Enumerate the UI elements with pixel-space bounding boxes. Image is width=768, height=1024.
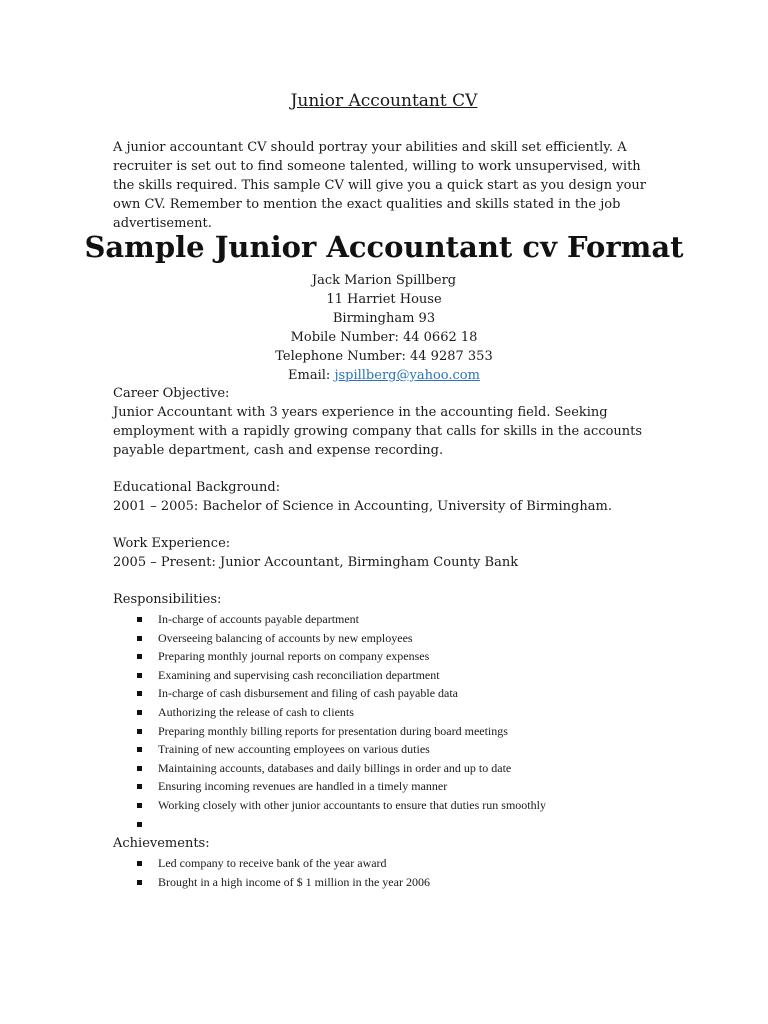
list-item-text: Preparing monthly billing reports for presentation during board meetings — [158, 723, 508, 738]
education-heading: Educational Background: — [113, 480, 281, 495]
list-item — [113, 873, 658, 892]
contact-mobile: Mobile Number: 44 0662 18 — [290, 330, 478, 345]
contact-email-line — [0, 366, 768, 385]
list-item — [113, 666, 658, 685]
contact-block — [0, 271, 768, 385]
career-objective-section — [113, 384, 658, 460]
achievements-list — [113, 854, 658, 891]
career-objective-text: Junior Accountant with 3 years experience in the accounting field. Seeking employment with a rapidly growing company that calls for skills in the accounts payable department, cash and expense recording. — [113, 405, 643, 458]
work-experience-section — [113, 534, 658, 572]
list-item-text: Overseeing balancing of accounts by new employees — [158, 630, 413, 645]
bullet-icon — [137, 691, 142, 696]
email-link[interactable]: jspillberg@yahoo.com — [334, 368, 480, 383]
bullet-icon — [137, 861, 142, 866]
achievements-heading: Achievements: — [113, 836, 210, 851]
list-item-text: Examining and supervising cash reconciliation department — [158, 667, 440, 682]
responsibilities-list — [113, 610, 658, 833]
list-item-text: Training of new accounting employees on various duties — [158, 742, 430, 757]
responsibilities-heading: Responsibilities: — [113, 592, 222, 607]
email-label: Email: — [288, 368, 335, 383]
list-item — [113, 796, 658, 815]
contact-address-line1: 11 Harriet House — [326, 292, 442, 307]
list-item — [113, 854, 658, 873]
bullet-icon — [137, 766, 142, 771]
list-item — [113, 703, 658, 722]
list-item — [113, 815, 658, 834]
list-item-text: Led company to receive bank of the year award — [158, 856, 387, 870]
list-item-text: In-charge of accounts payable department — [158, 612, 360, 626]
work-heading: Work Experience: — [113, 536, 231, 551]
list-item — [113, 777, 658, 796]
list-item — [113, 647, 658, 666]
list-item — [113, 740, 658, 759]
document-title: Junior Accountant CV — [290, 91, 478, 111]
list-item-text: Authorizing the release of cash to clients — [158, 704, 354, 719]
contact-name: Jack Marion Spillberg — [311, 273, 457, 288]
list-item-text: Ensuring incoming revenues are handled in a timely manner — [158, 779, 448, 794]
list-item-text: Brought in a high income of $ 1 million in the year 2006 — [158, 874, 430, 889]
list-item-text: Working closely with other junior accountants to ensure that duties run smoothly — [158, 797, 546, 812]
contact-address-line2: Birmingham 93 — [332, 311, 436, 326]
career-objective-heading: Career Objective: — [113, 386, 230, 401]
bullet-icon — [137, 784, 142, 789]
intro-paragraph: A junior accountant CV should portray your abilities and skill set efficiently. A recruiter is set out to find someone talented, willing to work unsupervised, with the skills required. This sample CV will give you a quick start as you design your own CV. Remember to mention the exact qualities and skills stated in the job advertisement. — [113, 140, 646, 231]
bullet-icon — [137, 673, 142, 678]
bullet-icon — [137, 880, 142, 885]
education-section — [113, 478, 658, 516]
bullet-icon — [137, 710, 142, 715]
list-item — [113, 722, 658, 741]
bullet-icon — [137, 729, 142, 734]
bullet-icon — [137, 747, 142, 752]
list-item — [113, 759, 658, 778]
bullet-icon — [137, 803, 142, 808]
list-item — [113, 684, 658, 703]
list-item-text: Preparing monthly journal reports on company expenses — [158, 649, 430, 664]
bullet-icon — [137, 822, 142, 827]
bullet-icon — [137, 636, 142, 641]
bullet-icon — [137, 654, 142, 659]
list-item-text: In-charge of cash disbursement and filing of cash payable data — [158, 686, 458, 701]
bullet-icon — [137, 617, 142, 622]
work-text: 2005 – Present: Junior Accountant, Birmingham County Bank — [113, 555, 519, 570]
list-item — [113, 610, 658, 629]
contact-telephone: Telephone Number: 44 9287 353 — [275, 349, 493, 364]
list-item-text: Maintaining accounts, databases and daily billings in order and up to date — [158, 760, 512, 775]
education-text: 2001 – 2005: Bachelor of Science in Accounting, University of Birmingham. — [113, 499, 612, 514]
list-item — [113, 629, 658, 648]
sample-heading: Sample Junior Accountant cv Format — [84, 230, 684, 264]
